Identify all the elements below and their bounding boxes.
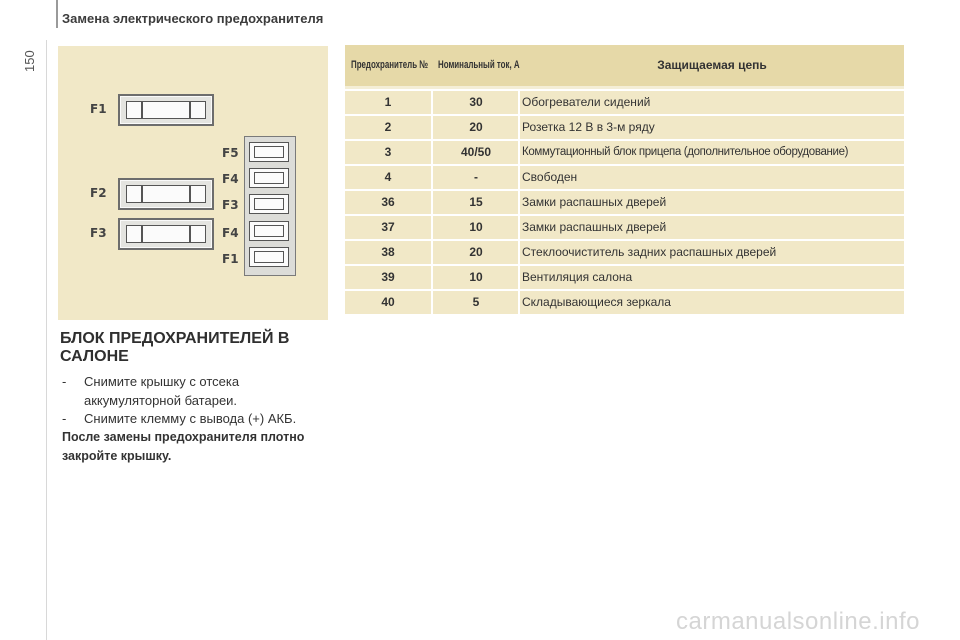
table-row [345,139,904,164]
fuse-label-f2-left: F2 [90,186,107,200]
fuse-label-f5-right: F5 [222,146,239,160]
table-row [345,214,904,239]
fuse-number: 3 [384,145,392,159]
fuse-f1 [118,94,214,126]
fuse-label-f4b-right: F4 [222,226,239,240]
fuse-number: 1 [384,95,392,109]
fuse-number: 4 [384,170,392,184]
step-1-text: Снимите крышку с отсека аккумуляторной батареи. [84,374,240,408]
table-row [345,289,904,314]
margin-rule [46,40,47,640]
closing-note: После замены предохранителя плотно закройте крышку. [62,430,305,463]
fuse-circuit: Обогреватели сидений [522,95,651,109]
fuse-circuit: Коммутационный блок прицепа (дополнительное оборудование) [522,146,849,158]
fuse-label-f4-right: F4 [222,172,239,186]
fuse-rating: 15 [469,195,483,209]
header-fuse-number: Предохранитель № [351,59,429,71]
header-protected-circuit: Защищаемая цепь [657,58,767,72]
section-title: БЛОК ПРЕДОХРАНИТЕЛЕЙ В САЛОНЕ [60,330,290,365]
watermark: carmanualsonline.info [676,608,920,635]
page-number: 150 [22,50,37,72]
fuse-f2 [118,178,214,210]
fuse-circuit: Замки распашных дверей [522,195,667,209]
fuse-circuit: Розетка 12 В в 3-м ряду [522,120,655,134]
fuse-circuit: Складывающиеся зеркала [522,295,671,309]
fuse-circuit: Замки распашных дверей [522,220,667,234]
fuse-number: 38 [381,245,395,259]
fuse-label-f3-left: F3 [90,226,107,240]
table-row [345,264,904,289]
fuse-rating: 30 [469,95,483,109]
fuse-circuit: Стеклоочиститель задних распашных дверей [522,245,777,259]
fuse-slot [249,168,289,188]
fuse-label-f3-right: F3 [222,198,239,212]
table-row [345,164,904,189]
step-2-text: Снимите клемму с вывода (+) АКБ. [84,411,297,426]
fuse-block-vertical [244,136,296,276]
fuse-rating: 10 [469,220,483,234]
page-header-title: Замена электрического предохранителя [62,11,324,26]
fuse-number: 40 [381,295,395,309]
fuse-rating: 5 [472,295,480,309]
table-row [345,114,904,139]
fuse-slot [249,194,289,214]
fuse-slot [249,247,289,267]
table-row [345,189,904,214]
fuse-label-f1-right: F1 [222,252,239,266]
fuse-slot [249,142,289,162]
fuse-rating: - [474,170,478,184]
fuse-number: 39 [381,270,395,284]
header-rated-current: Номинальный ток, A [438,59,520,71]
fuse-slot [249,221,289,241]
fuse-number: 36 [381,195,395,209]
table-header [345,45,904,89]
fuse-f3 [118,218,214,250]
header-bar [56,0,58,28]
fuse-circuit: Вентиляция салона [522,270,633,284]
fuse-rating: 40/50 [460,145,492,159]
fuse-label-f1-left: F1 [90,102,107,116]
fuse-number: 37 [381,220,395,234]
table-row [345,89,904,114]
fuse-rating: 20 [469,120,483,134]
fuse-rating: 20 [469,245,483,259]
table-row [345,239,904,264]
fuse-table [345,45,904,314]
fuse-circuit: Свободен [522,170,578,184]
fuse-number: 2 [384,120,392,134]
fuse-rating: 10 [469,270,483,284]
